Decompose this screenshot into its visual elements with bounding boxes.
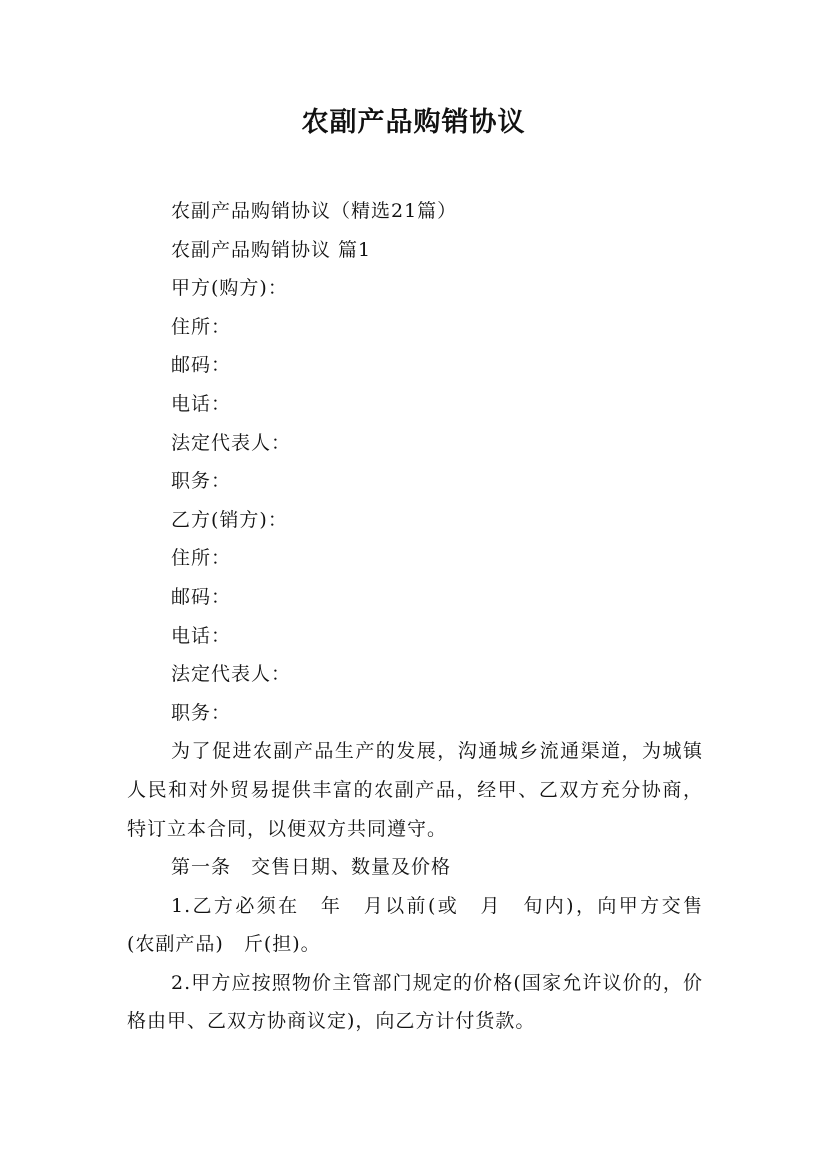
party-a-representative: 法定代表人： [171, 431, 292, 454]
clause-1: 1.乙方必须在 年 月以前(或 月 旬内)，向甲方交售 (农副产品) 斤(担)。 [127, 894, 724, 956]
party-b-phone: 电话： [171, 624, 232, 647]
intro-paragraph: 为了促进农副产品生产的发展，沟通城乡流通渠道，为城镇人民和对外贸易提供丰富的农副产品，经甲、乙双方充分协商，特订立本合同，以便双方共同遵守。 [127, 740, 703, 840]
document-title: 农副产品购销协议 [301, 107, 526, 138]
clause-2: 2.甲方应按照物价主管部门规定的价格(国家允许议价的，价格由甲、乙双方协商议定)，向乙方计付货款。 [127, 971, 703, 1033]
section-heading: 农副产品购销协议 篇1 [171, 238, 372, 261]
party-a-postcode: 邮码： [171, 354, 232, 377]
party-b-label: 乙方(销方)： [171, 508, 288, 531]
party-b-representative: 法定代表人： [171, 663, 292, 686]
document-subtitle: 农副产品购销协议（精选21篇） [171, 200, 458, 222]
article-heading: 第一条 交售日期、数量及价格 [171, 856, 452, 879]
party-a-label: 甲方(购方)： [171, 277, 288, 300]
party-a-position: 职务： [171, 470, 232, 493]
party-a-address: 住所： [171, 315, 232, 338]
party-b-address: 住所： [171, 547, 232, 570]
party-a-phone: 电话： [171, 392, 232, 415]
party-b-postcode: 邮码： [171, 585, 232, 608]
document-body [127, 192, 724, 1041]
party-b-position: 职务： [171, 701, 232, 724]
